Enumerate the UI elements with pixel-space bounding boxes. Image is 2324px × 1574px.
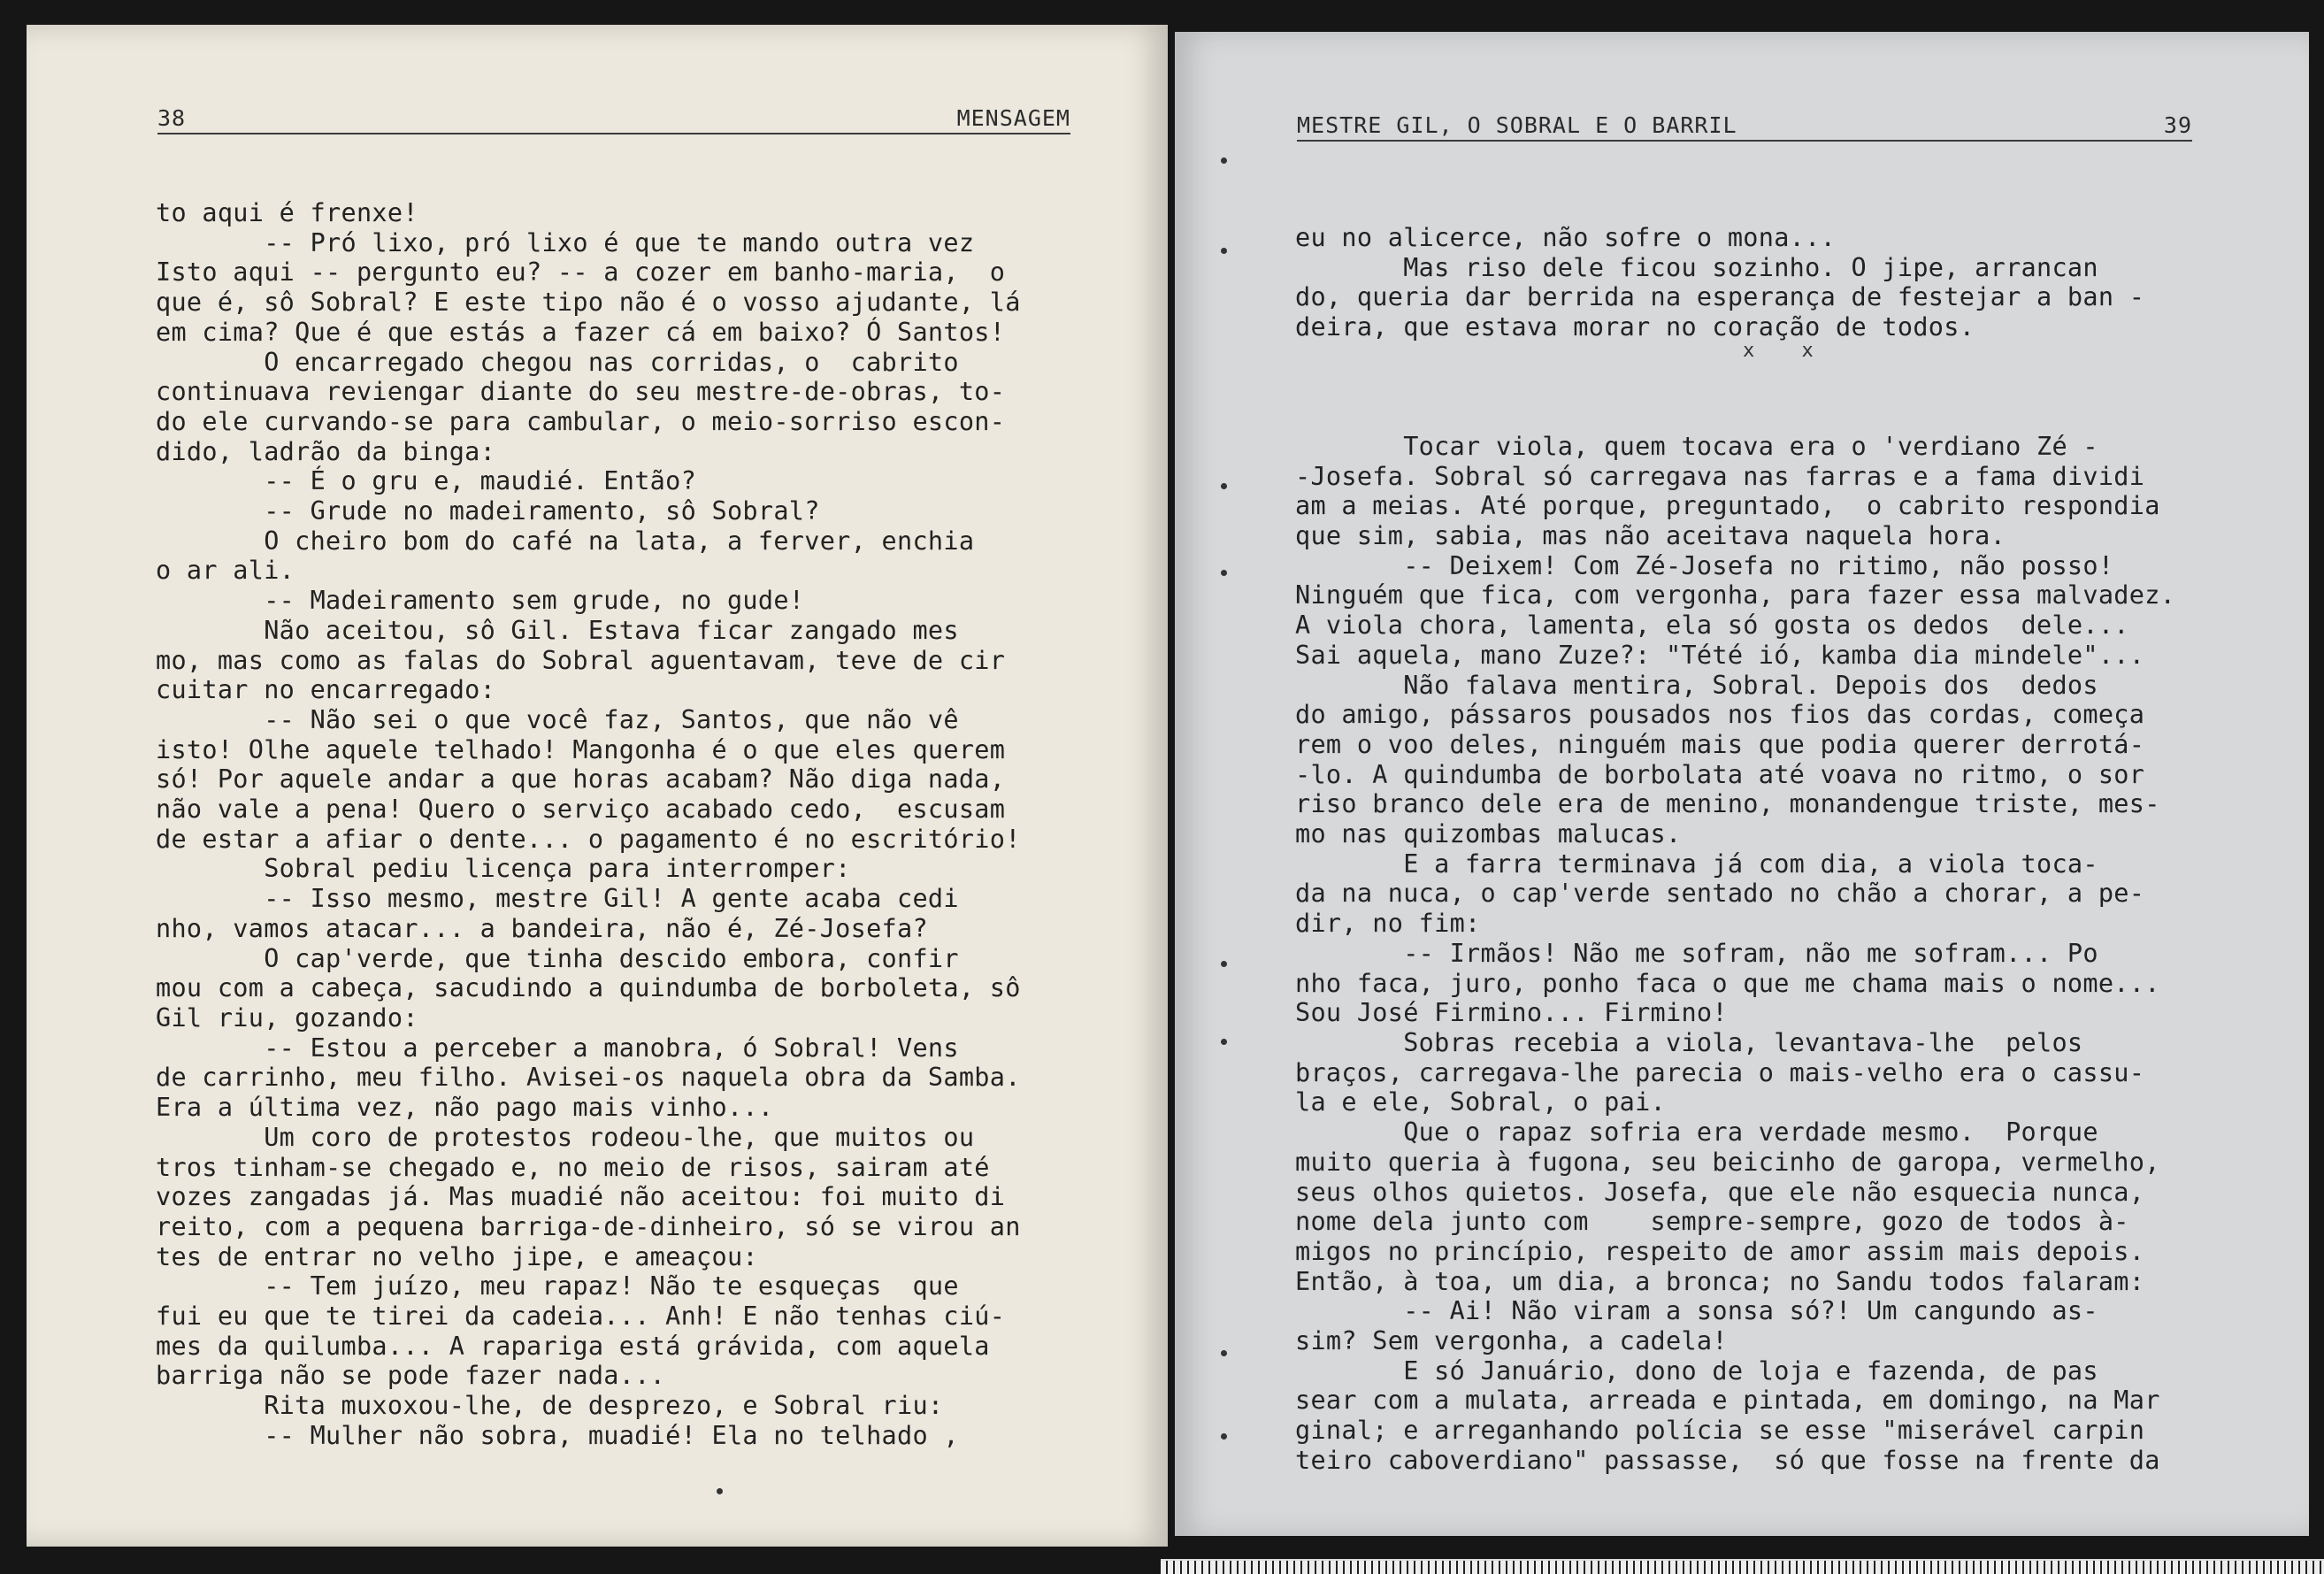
text-line: E só Januário, dono de loja e fazenda, de pas [1295, 1355, 2098, 1386]
text-line: da na nuca, o cap'verde sentado no chão a chorar, a pe- [1295, 879, 2145, 909]
text-line: só! Por aquele andar a que horas acabam? Não diga nada, [156, 764, 1006, 795]
text-line: ginal; e arreganhando polícia se esse "miserável carpin [1295, 1416, 2145, 1446]
binding-hole-dot [1221, 570, 1227, 576]
text-line: de carrinho, meu filho. Avisei-os naquela obra da Samba. [156, 1063, 1021, 1093]
text-line: Mas riso dele ficou sozinho. O jipe, arrancan [1295, 252, 2098, 282]
text-line: E a farra terminava já com dia, a viola toca- [1295, 848, 2098, 879]
binding-hole-dot [1221, 961, 1227, 967]
text-line: -- Isso mesmo, mestre Gil! A gente acaba cedi [156, 884, 959, 914]
text-line: nho, vamos atacar... a bandeira, não é, Zé-Josefa? [156, 913, 928, 943]
text-line: do amigo, pássaros pousados nos fios das cordas, começa [1295, 700, 2145, 730]
text-line: am a meias. Até porque, preguntado, o cabrito respondia [1295, 491, 2160, 521]
text-line: -- Tem juízo, meu rapaz! Não te esqueças que [156, 1271, 959, 1301]
text-line: Gil riu, gozando: [156, 1002, 418, 1033]
right-running-title: MESTRE GIL, O SOBRAL E O BARRIL [1297, 112, 1737, 138]
text-line: -- Ai! Não viram a sonsa só?! Um cangundo as- [1295, 1296, 2098, 1326]
text-line: eu no alicerce, não sofre o mona... [1295, 223, 1837, 252]
text-line: O encarregado chegou nas corridas, o cabrito [156, 347, 959, 377]
text-line: nho faca, juro, ponho faca o que me chama mais o nome... [1295, 968, 2160, 998]
text-line: o ar ali. [156, 556, 295, 586]
text-line: mes da quilumba... A rapariga está grávida, com aquela [156, 1331, 990, 1361]
text-line: -- Não sei o que você faz, Santos, que não vê [156, 704, 959, 734]
left-page-header [157, 92, 1070, 134]
left-page [27, 25, 1168, 1547]
text-line: Que o rapaz sofria era verdade mesmo. Porque [1295, 1117, 2098, 1148]
text-line: mo, mas como as falas do Sobral aguentavam, teve de cir [156, 645, 1006, 675]
text-line: que sim, sabia, mas não aceitava naquela hora. [1295, 521, 2006, 551]
text-line: tros tinham-se chegado e, no meio de risos, sairam até [156, 1152, 990, 1182]
text-line: seus olhos quietos. Josefa, que ele não esquecia nunca, [1295, 1177, 2145, 1207]
text-line: rem o voo deles, ninguém mais que podia querer derrotá- [1295, 729, 2145, 759]
text-line: do ele curvando-se para cambular, o meio-sorriso escon- [156, 406, 1006, 436]
text-line: nome dela junto com sempre-sempre, gozo de todos à- [1295, 1207, 2129, 1237]
text-line: Sobras recebia a viola, levantava-lhe pelos [1295, 1027, 2083, 1057]
text-line [1295, 402, 2175, 432]
text-line: Ninguém que fica, com vergonha, para fazer essa malvadez. [1295, 580, 2176, 610]
text-line: -Josefa. Sobral só carregava nas farras e a fama dividi [1295, 461, 2145, 491]
text-line: vozes zangadas já. Mas muadié não aceitou: foi muito di [156, 1182, 1006, 1212]
text-line: Isto aqui -- pergunto eu? -- a cozer em banho-maria, o [156, 257, 1006, 288]
text-line: teiro caboverdiano" passasse, só que fosse na frente da [1295, 1445, 2160, 1475]
left-page-body [156, 198, 1021, 1451]
text-line: A viola chora, lamenta, ela só gosta os dedos dele... [1295, 610, 2129, 641]
section-separator: x x [1743, 340, 1831, 362]
text-line: -- É o gru e, maudié. Então? [156, 466, 697, 496]
right-page-body [1295, 223, 2175, 1476]
text-line: -- Madeiramento sem grude, no gude! [156, 586, 805, 616]
text-line: migos no princípio, respeito de amor assim mais depois. [1295, 1236, 2145, 1266]
text-line: sear com a mulata, arreada e pintada, em domingo, na Mar [1295, 1386, 2160, 1416]
text-line [1295, 372, 2175, 403]
text-line: Não aceitou, sô Gil. Estava ficar zangado mes [156, 615, 959, 645]
text-line: -- Deixem! Com Zé-Josefa no ritimo, não posso! [1295, 550, 2114, 580]
scale-ruler [1161, 1559, 2324, 1574]
text-line: em cima? Que é que estás a fazer cá em baixo? Ó Santos! [156, 317, 1006, 347]
text-line: Rita muxoxou-lhe, de desprezo, e Sobral riu: [156, 1391, 944, 1421]
text-line [1295, 342, 2175, 372]
text-line: mou com a cabeça, sacudindo a quindumba de borboleta, sô [156, 973, 1021, 1003]
text-line: muito queria à fugona, seu beicinho de garopa, vermelho, [1295, 1147, 2160, 1177]
text-line: dir, no fim: [1295, 909, 1481, 939]
text-line: reito, com a pequena barriga-de-dinheiro, só se virou an [156, 1211, 1021, 1241]
text-line: O cap'verde, que tinha descido embora, confir [156, 943, 959, 973]
text-line: fui eu que te tirei da cadeia... Anh! E não tenhas ciú- [156, 1301, 1006, 1332]
text-line: la e ele, Sobral, o pai. [1295, 1087, 1667, 1117]
text-line: to aqui é frenxe! [156, 198, 418, 227]
text-line: Não falava mentira, Sobral. Depois dos dedos [1295, 670, 2098, 700]
text-line: que é, sô Sobral? E este tipo não é o vosso ajudante, lá [156, 288, 1021, 318]
binding-hole-dot [1221, 483, 1227, 489]
text-line: Sobral pediu licença para interromper: [156, 854, 851, 884]
text-line: Tocar viola, quem tocava era o 'verdiano Zé - [1295, 431, 2098, 461]
text-line: barriga não se pode fazer nada... [156, 1361, 666, 1391]
binding-hole-dot [1221, 157, 1227, 164]
text-line: de estar a afiar o dente... o pagamento é no escritório! [156, 824, 1021, 854]
text-line: não vale a pena! Quero o serviço acabado cedo, escusam [156, 795, 1006, 825]
binding-hole-dot [1221, 1039, 1227, 1045]
binding-hole-dot [1221, 248, 1227, 254]
text-line: -- Mulher não sobra, muadié! Ela no telhado , [156, 1420, 959, 1450]
text-line: -- Pró lixo, pró lixo é que te mando outra vez [156, 227, 975, 257]
text-line: O cheiro bom do café na lata, a ferver, enchia [156, 526, 975, 556]
text-line: -- Grude no madeiramento, sô Sobral? [156, 496, 820, 526]
text-line: deira, que estava morar no coração de todos. [1295, 312, 1975, 342]
text-line: cuitar no encarregado: [156, 675, 496, 705]
text-line: riso branco dele era de menino, monandengue triste, mes- [1295, 789, 2160, 819]
binding-hole-dot [1221, 1350, 1227, 1356]
text-line: Sou José Firmino... Firmino! [1295, 998, 1728, 1028]
text-line: Sai aquela, mano Zuze?: "Tété ió, kamba dia mindele"... [1295, 640, 2145, 670]
left-page-number: 38 [157, 105, 187, 131]
left-running-title: MENSAGEM [956, 105, 1070, 131]
binding-hole-dot [1221, 1433, 1227, 1440]
text-line: -lo. A quindumba de borbolata até voava no ritmo, o sor [1295, 759, 2145, 789]
page-mark-dot [717, 1488, 723, 1494]
right-page-header [1297, 99, 2192, 142]
text-line: do, queria dar berrida na esperança de festejar a ban - [1295, 282, 2145, 312]
right-page [1175, 32, 2309, 1536]
text-line: isto! Olhe aquele telhado! Mangonha é o que eles querem [156, 734, 1006, 764]
text-line: Então, à toa, um dia, a bronca; no Sandu todos falaram: [1295, 1266, 2145, 1296]
text-line: mo nas quizombas malucas. [1295, 819, 1682, 849]
text-line: -- Irmãos! Não me sofram, não me sofram... Po [1295, 938, 2098, 968]
text-line: Um coro de protestos rodeou-lhe, que muitos ou [156, 1122, 975, 1152]
text-line: braços, carregava-lhe parecia o mais-velho era o cassu- [1295, 1057, 2145, 1087]
text-line: sim? Sem vergonha, a cadela! [1295, 1326, 1728, 1356]
text-line: continuava reviengar diante do seu mestre-de-obras, to- [156, 377, 1006, 407]
text-line: tes de entrar no velho jipe, e ameaçou: [156, 1241, 758, 1271]
text-line: Era a última vez, não pago mais vinho... [156, 1093, 774, 1123]
right-page-number: 39 [2163, 112, 2192, 138]
text-line: dido, ladrão da binga: [156, 436, 496, 466]
text-line: -- Estou a perceber a manobra, ó Sobral! Vens [156, 1033, 959, 1063]
